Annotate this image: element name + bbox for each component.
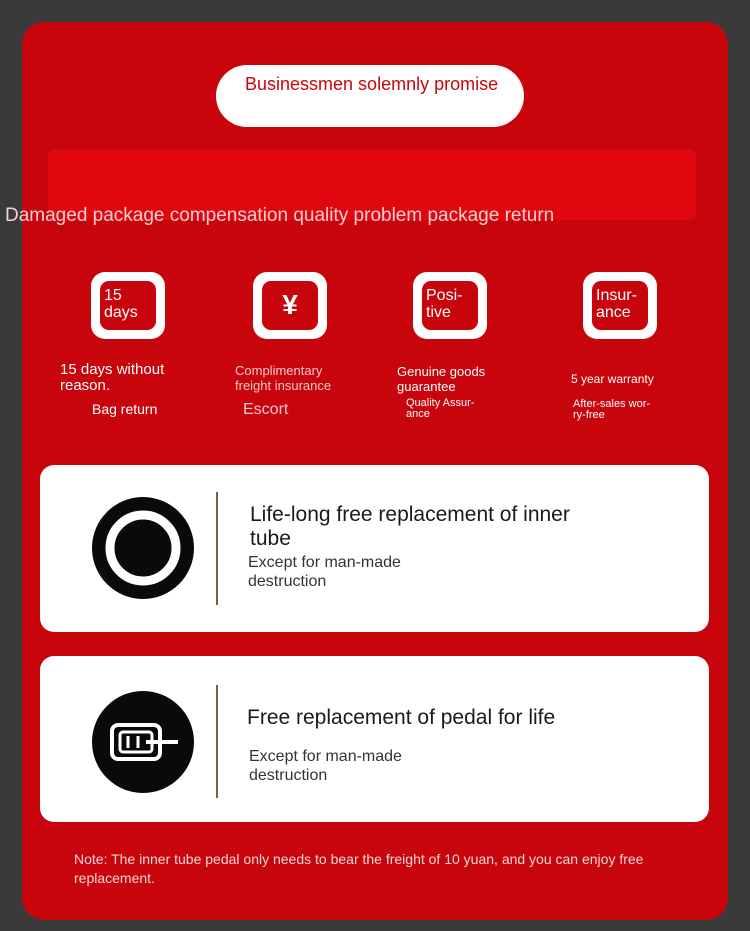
feature-4-subtitle: After-sales wor- ry-free <box>573 398 651 421</box>
badge-positive <box>413 272 487 339</box>
badge-freight <box>253 272 327 339</box>
feature-2-title: Complimentary freight insurance <box>235 363 332 393</box>
promise-label: Businessmen solemnly promise <box>245 74 499 94</box>
panel-divider <box>216 685 218 798</box>
note-text: Note: The inner tube pedal only needs to bear the freight of 10 yuan, and you can enjoy free replacement. <box>74 851 644 886</box>
badge-15-days-text: 15 days <box>104 287 138 321</box>
feature-3-subtitle: Quality Assur- ance <box>406 397 475 420</box>
inner-tube-panel <box>40 465 709 632</box>
inner-tube-icon <box>92 497 194 599</box>
tagline: Damaged package compensation quality problem package return <box>5 205 555 226</box>
badge-insurance-text: Insur- ance <box>596 287 637 321</box>
pedal-icon <box>92 691 194 793</box>
pedal-panel <box>40 656 709 822</box>
promise-pill <box>216 65 524 127</box>
badge-15-days <box>91 272 165 339</box>
inner-tube-title: Life-long free replacement of inner tube <box>250 503 570 550</box>
feature-4-title: 5 year warranty <box>571 372 654 386</box>
feature-2-subtitle: Escort <box>243 401 289 418</box>
badge-positive-text: Posi- tive <box>426 287 463 321</box>
badge-insurance <box>583 272 657 339</box>
inner-tube-subtitle: Except for man-made destruction <box>248 554 401 590</box>
feature-1-subtitle: Bag return <box>92 401 158 417</box>
pedal-title: Free replacement of pedal for life <box>247 706 556 729</box>
pedal-subtitle: Except for man-made destruction <box>249 748 402 784</box>
feature-3-title: Genuine goods guarantee <box>397 364 486 394</box>
yen-icon: ¥ <box>282 289 298 320</box>
feature-1-title: 15 days without reason. <box>60 361 165 394</box>
panel-divider <box>216 492 218 605</box>
